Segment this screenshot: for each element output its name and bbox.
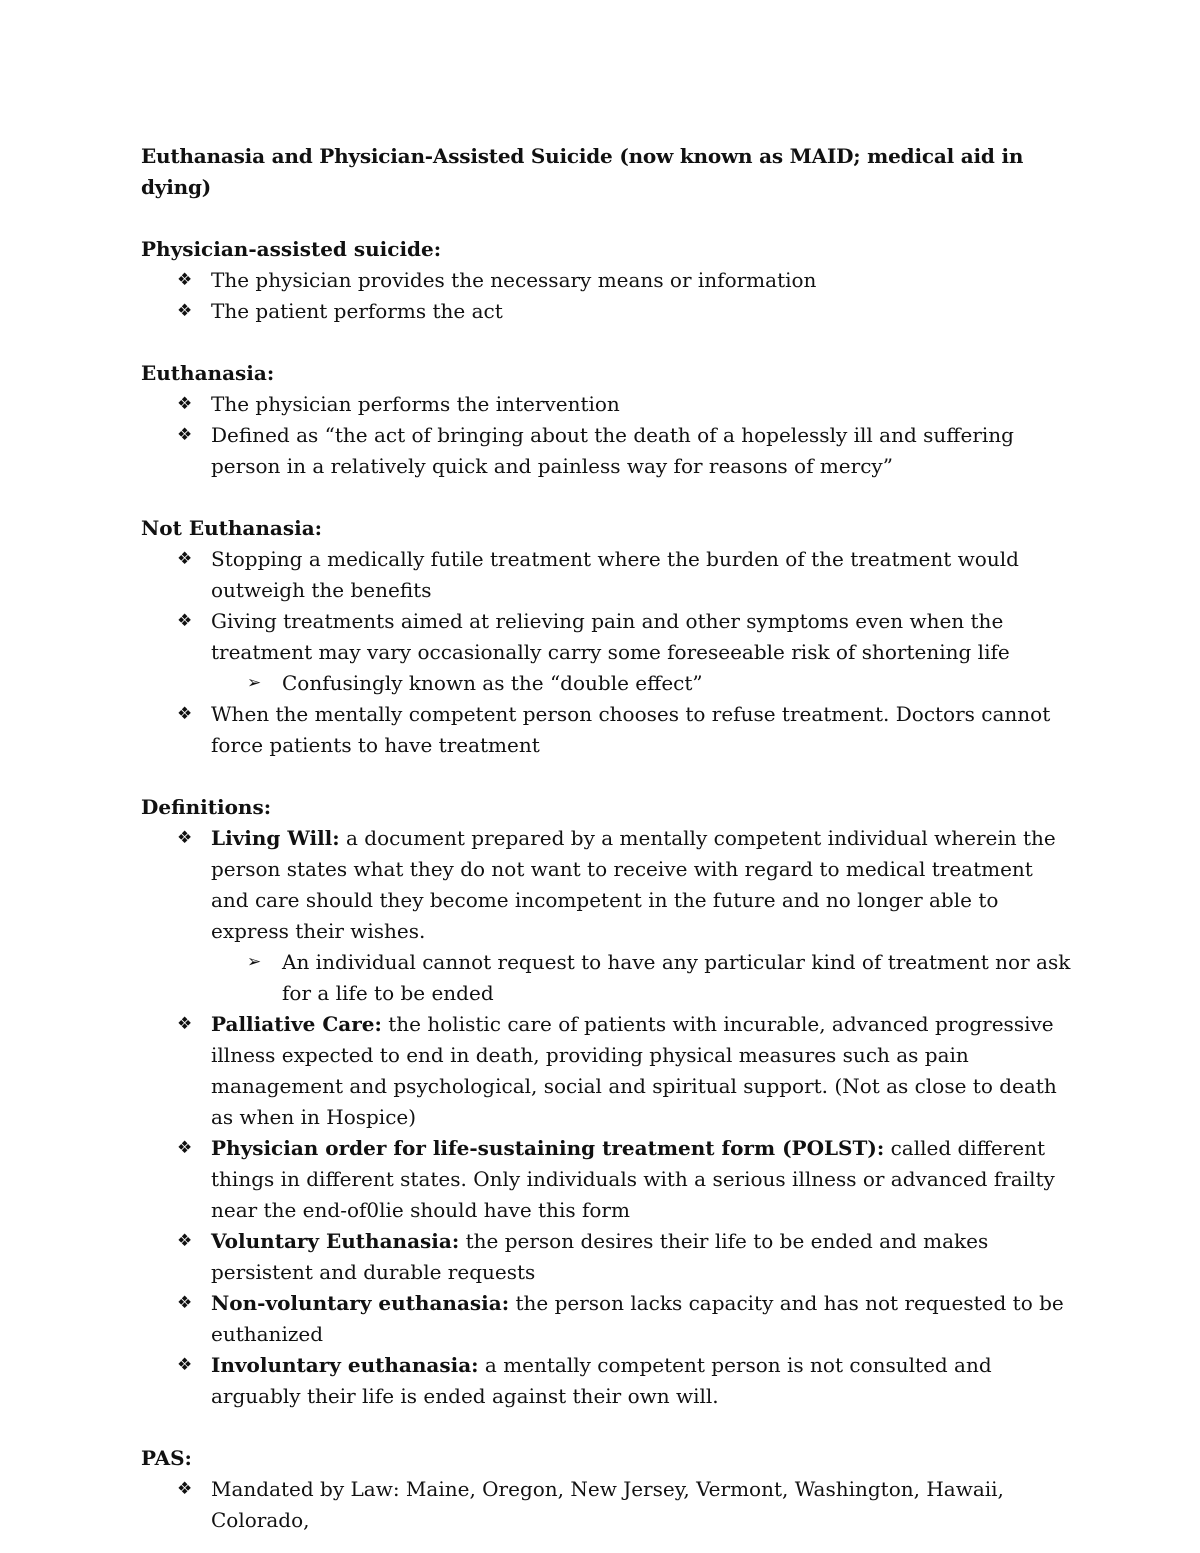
- diamond-bullet-icon: ❖: [177, 270, 193, 290]
- document-page: [141, 141, 1071, 1536]
- diamond-bullet-icon: ❖: [177, 549, 193, 569]
- diamond-bullet-icon: ❖: [177, 301, 193, 321]
- list-definitions: [141, 823, 1071, 1412]
- diamond-bullet-icon: ❖: [177, 1014, 193, 1034]
- diamond-bullet-icon: ❖: [177, 425, 193, 445]
- document-title: Euthanasia and Physician-Assisted Suicide (now known as MAID; medical aid in dying): [141, 144, 1024, 199]
- definition-text: a document prepared by a mentally competent individual wherein the person states what they do not want to receive with regard to medical treatment and care should they become incompetent in the future and no longer able to express their wishes.: [211, 826, 1056, 943]
- diamond-bullet-icon: ❖: [177, 828, 193, 848]
- list-not-euthanasia: [141, 544, 1071, 761]
- definition-polst: [141, 1133, 1071, 1226]
- diamond-bullet-icon: ❖: [177, 611, 193, 631]
- sub-list-item: ➢ Confusingly known as the “double effect”: [141, 668, 1071, 699]
- diamond-bullet-icon: ❖: [177, 704, 193, 724]
- heading-physician-assisted-suicide: Physician-assisted suicide:: [141, 237, 442, 261]
- sub-list-item: ➢ An individual cannot request to have any particular kind of treatment nor ask for a life to be ended: [141, 947, 1071, 1009]
- diamond-bullet-icon: ❖: [177, 1138, 193, 1158]
- list-item: ❖ The patient performs the act: [141, 296, 1071, 327]
- list-physician-assisted-suicide: [141, 265, 1071, 327]
- definition-term: Non-voluntary euthanasia:: [211, 1291, 510, 1315]
- definition-text: a mentally competent person is not consulted and arguably their life is ended against their own will.: [211, 1353, 992, 1408]
- definition-voluntary-euthanasia: [141, 1226, 1071, 1288]
- definition-text: the holistic care of patients with incurable, advanced progressive illness expected to end in death, providing physical measures such as pain management and psychological, social and spiritual support. (Not as close to death as when in Hospice): [211, 1012, 1057, 1129]
- heading-not-euthanasia: Not Euthanasia:: [141, 516, 323, 540]
- list-pas: [141, 1474, 1071, 1536]
- arrow-bullet-icon: ➢: [247, 673, 262, 693]
- diamond-bullet-icon: ❖: [177, 1293, 193, 1313]
- list-item: ❖ The physician provides the necessary means or information: [141, 265, 1071, 296]
- definition-term: Voluntary Euthanasia:: [211, 1229, 460, 1253]
- heading-pas: PAS:: [141, 1446, 192, 1470]
- diamond-bullet-icon: ❖: [177, 1231, 193, 1251]
- definition-palliative-care: [141, 1009, 1071, 1133]
- heading-euthanasia: Euthanasia:: [141, 361, 275, 385]
- heading-definitions: Definitions:: [141, 795, 272, 819]
- list-item: ❖ Giving treatments aimed at relieving pain and other symptoms even when the treatment may vary occasionally carry some foreseeable risk of shortening life: [141, 606, 1071, 668]
- list-item: ❖ Mandated by Law: Maine, Oregon, New Jersey, Vermont, Washington, Hawaii, Colorado,: [141, 1474, 1071, 1536]
- definition-involuntary-euthanasia: [141, 1350, 1071, 1412]
- definition-text: called different things in different states. Only individuals with a serious illness or advanced frailty near the end-of0lie should have this form: [211, 1136, 1055, 1222]
- definition-living-will: [141, 823, 1071, 947]
- diamond-bullet-icon: ❖: [177, 1355, 193, 1375]
- definition-text: the person desires their life to be ended and makes persistent and durable requests: [211, 1229, 989, 1284]
- list-item: ❖ Defined as “the act of bringing about the death of a hopelessly ill and suffering person in a relatively quick and painless way for reasons of mercy”: [141, 420, 1071, 482]
- list-item: ❖ When the mentally competent person chooses to refuse treatment. Doctors cannot force patients to have treatment: [141, 699, 1071, 761]
- arrow-bullet-icon: ➢: [247, 952, 262, 972]
- definition-term: Palliative Care:: [211, 1012, 382, 1036]
- definition-term: Living Will:: [211, 826, 340, 850]
- definition-text: the person lacks capacity and has not requested to be euthanized: [211, 1291, 1064, 1346]
- diamond-bullet-icon: ❖: [177, 394, 193, 414]
- definition-non-voluntary-euthanasia: [141, 1288, 1071, 1350]
- diamond-bullet-icon: ❖: [177, 1479, 193, 1499]
- definition-term: Involuntary euthanasia:: [211, 1353, 479, 1377]
- definition-term: Physician order for life-sustaining treatment form (POLST):: [211, 1136, 885, 1160]
- list-euthanasia: [141, 389, 1071, 482]
- list-item: ❖ The physician performs the intervention: [141, 389, 1071, 420]
- list-item: ❖ Stopping a medically futile treatment where the burden of the treatment would outweigh the benefits: [141, 544, 1071, 606]
